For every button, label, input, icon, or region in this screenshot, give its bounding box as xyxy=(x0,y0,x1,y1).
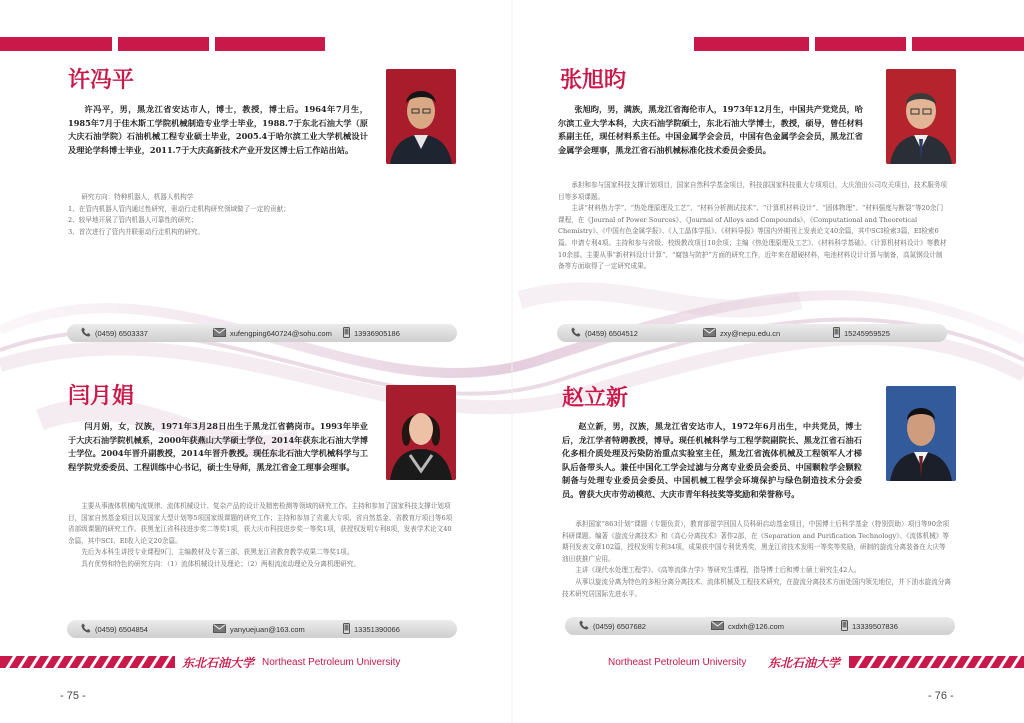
contact-email xyxy=(711,617,784,635)
detail-line: 承担和参与国家科技支撑计划项目，国家自然科学基金项目，科技部国家科技重大专项项目，大庆油田公司攻关项目，技术服务项目等多项课题。 xyxy=(558,181,948,201)
portrait-photo xyxy=(386,69,456,164)
contact-mobile xyxy=(343,620,400,638)
mobile-number: 13339507836 xyxy=(852,621,898,631)
profile-details xyxy=(68,501,458,571)
contact-phone xyxy=(81,620,148,638)
detail-line: 主讲《现代水处理工程学》、《高等流体力学》等研究生课程，指导博士后和博士硕士研究生42人。 xyxy=(575,566,861,575)
detail-line: 具有优势和特色的研究方向：（1）流体机械设计及理论；（2）两相流流动理论及分离机理研究。 xyxy=(81,559,360,568)
page-number: - 75 - xyxy=(60,690,86,702)
profile-name: 赵立新 xyxy=(562,386,629,411)
profile-details xyxy=(558,180,948,273)
phone-number: (0459) 6503337 xyxy=(95,328,148,338)
footer-university-name: Northeast Petroleum University xyxy=(262,657,401,668)
mobile-phone-icon xyxy=(841,620,848,633)
mobile-number: 13351390066 xyxy=(354,624,400,634)
footer-stripe-band xyxy=(0,656,175,668)
contact-bar xyxy=(67,620,457,638)
detail-line: 从事以旋流分离为特色的多相分离分离技术、流体机械及工程技术研究，在旋流分离技术方面处国内领先地位，并下油水旋流分离技术研究居国际先进水平。 xyxy=(562,577,952,598)
mobile-number: 15245959525 xyxy=(844,328,890,338)
detail-line: 3、首次进行了管内并联驱动行走机构的研究。 xyxy=(68,227,205,236)
contact-bar xyxy=(557,324,947,342)
envelope-icon xyxy=(213,624,226,635)
detail-line: 研究方向：特种机器人，机器人机构学 xyxy=(81,193,194,201)
contact-bar xyxy=(67,324,457,342)
detail-line: 2、较早地开展了管内机器人可靠性的研究； xyxy=(68,216,198,225)
profile-intro: 许冯平，男，黑龙江省安达市人，博士，教授，博士后。1964年7月生，1985年7月于佳木斯工学院机械制造专业学士毕业，1988.7于东北石油大学（原大庆石油学院）石油机械工程专业硕士毕业，2005.4于哈尔滨工业大学机械设计及理论学科博士毕业，2011.7于大庆高新技术产业开发区博士后工作站出站。 xyxy=(68,104,368,155)
contact-phone xyxy=(571,324,638,342)
detail-line: 主讲“材料热力学”、“热处理原理及工艺”、“材料分析测试技术”、“计算机材料设计”、“固体物理”、“材料强度与断裂”等20余门课程，在《Journal of Power Sources》、《Journal of Alloys and Compounds》、《Computational and Theoretical Chemistry》、《中国有色金属学报》、《人工晶体学报》、《材料导报》等国内外期刊上发表论文40余篇，其中SCI检索3篇，EI检索6篇。申请专利4项。主持和参与省级、校级教改项目10余项；主编《热处理原理及工艺》、《材料科学基础》、《计算机材料设计》等教材10余部。主要从事“新材料设计计算”、“腐蚀与防护”方面的研究工作，近年来在超硬材料，电池材料设计计算与制备，高氮钢设计制备等方面取得了一定研究成果。 xyxy=(558,204,947,271)
envelope-icon xyxy=(703,328,716,339)
profile-intro: 闫月娟，女，汉族，1971年3月28日出生于黑龙江省鹤岗市。1993年毕业于大庆石油学院机械系，2000年获燕山大学硕士学位，2014年获东北石油大学博士学位。2004年晋升副教授，2014年晋升教授。现任东北石油大学机械科学与工程学院党委委员、工程训练中心书记，硕士生导师，黑龙江省金工理事会理事。 xyxy=(68,421,368,472)
email-address[interactable]: xufengping640724@sohu.com xyxy=(230,328,332,338)
phone-icon xyxy=(579,620,589,632)
profile-details xyxy=(68,192,368,238)
detail-line: 1、在管内机器人管内通过性研究，驱动行走机构研究领域做了一定的贡献； xyxy=(68,204,290,213)
email-address[interactable]: cxdxh@126.com xyxy=(728,621,784,631)
phone-icon xyxy=(81,327,91,339)
profile-name: 张旭昀 xyxy=(560,68,627,93)
contact-bar xyxy=(565,617,955,635)
portrait-photo xyxy=(886,386,956,481)
contact-mobile xyxy=(833,324,890,342)
envelope-icon xyxy=(711,621,724,632)
phone-number: (0459) 6504512 xyxy=(585,328,638,338)
mobile-phone-icon xyxy=(833,327,840,340)
page-number: - 76 - xyxy=(928,690,954,702)
phone-icon xyxy=(571,327,581,339)
phone-number: (0459) 6507682 xyxy=(593,621,646,631)
email-address[interactable]: zxy@nepu.edu.cn xyxy=(720,328,781,338)
contact-email xyxy=(213,324,332,342)
portrait-photo xyxy=(386,385,456,480)
university-logo-script: 东北石油大学 xyxy=(182,656,255,670)
profile-details xyxy=(562,519,952,600)
footer-university-name: Northeast Petroleum University xyxy=(608,657,747,668)
footer-stripe-band xyxy=(849,656,1024,668)
university-logo-script: 东北石油大学 xyxy=(768,656,841,670)
profile-name: 闫月娟 xyxy=(68,384,135,409)
contact-mobile xyxy=(841,617,898,635)
phone-icon xyxy=(81,623,91,635)
detail-line: 承担国家“863计划”课题（专题负责），教育部留学回国人员科研启动基金项目，中国博士后科学基金（特别资助）项目等90余项科研课题。编著《旋流分离技术》和《高心分离技术》著作2部，在《Separation and Purification Technology》、《流体机械》等期刊发表文章102篇，授权发明专利34项，成果获中国专利优秀奖，黑龙江省技术发明一等奖等奖励，研制的旋流分离装备在大庆等油田获推广应用。 xyxy=(562,520,950,563)
profile-intro: 赵立新，男，汉族，黑龙江省安达市人，1972年6月出生，中共党员，博士后，龙江学者特聘教授，博导。现任机械科学与工程学院副院长、黑龙江省石油石化多相介质处理及污染防治重点实验室主任，黑龙江省流体机械及工程领军人才梯队后备带头人。兼任中国化工学会过滤与分离专业委员会委员、中国颗粒学会颗粒制备与处理专业委员会委员、中国机械工程学会环境保护与绿色制造技术分会委员。曾获大庆市劳动模范、大庆市青年科技奖等奖励和荣誉称号。 xyxy=(562,421,862,499)
mobile-phone-icon xyxy=(343,327,350,340)
contact-email xyxy=(213,620,305,638)
top-decor-bars-left xyxy=(0,37,325,51)
top-decor-bars-right xyxy=(694,37,1024,51)
detail-line: 先后为本科生讲授专业课程9门，主编教材及专著三部，获黑龙江省教育教学成果二等奖1项。 xyxy=(81,548,354,557)
contact-email xyxy=(703,324,780,342)
contact-phone xyxy=(579,617,646,635)
phone-number: (0459) 6504854 xyxy=(95,624,148,634)
contact-phone xyxy=(81,324,148,342)
mobile-phone-icon xyxy=(343,623,350,636)
envelope-icon xyxy=(213,328,226,339)
contact-mobile xyxy=(343,324,400,342)
profile-intro: 张旭昀，男，满族，黑龙江省海伦市人，1973年12月生，中国共产党党员，哈尔滨工业大学本科，大庆石油学院硕士，东北石油大学博士，教授，硕导，曾任材料系副主任，现任材料系主任。中国金属学会会员，中国有色金属学会会员，黑龙江省金属学会理事，黑龙江省石油机械标准化技术委员会委员。 xyxy=(558,104,863,155)
mobile-number: 13936905186 xyxy=(354,328,400,338)
portrait-photo xyxy=(886,69,956,164)
email-address[interactable]: yanyuejuan@163.com xyxy=(230,624,305,634)
detail-line: 主要从事液体机械内流规律、流体机械设计、复杂产品的设计及精密检测等领域的研究工作。主持和参加了国家科技支撑计划项目，国家自然基金项目以及国家大型计划等5项国家级课题的研究工作；主持和参加了省重大专项、省自然基金、省教育厅项目等6项省部级课题的研究工作。获黑龙江省科技进步奖二等奖1项，获大庆市科技进步奖一等奖1项，获授权发明专利8项，发表学术论文40余篇，其中SCI、EI收入论文20余篇。 xyxy=(68,502,453,545)
profile-name: 许冯平 xyxy=(68,68,135,93)
